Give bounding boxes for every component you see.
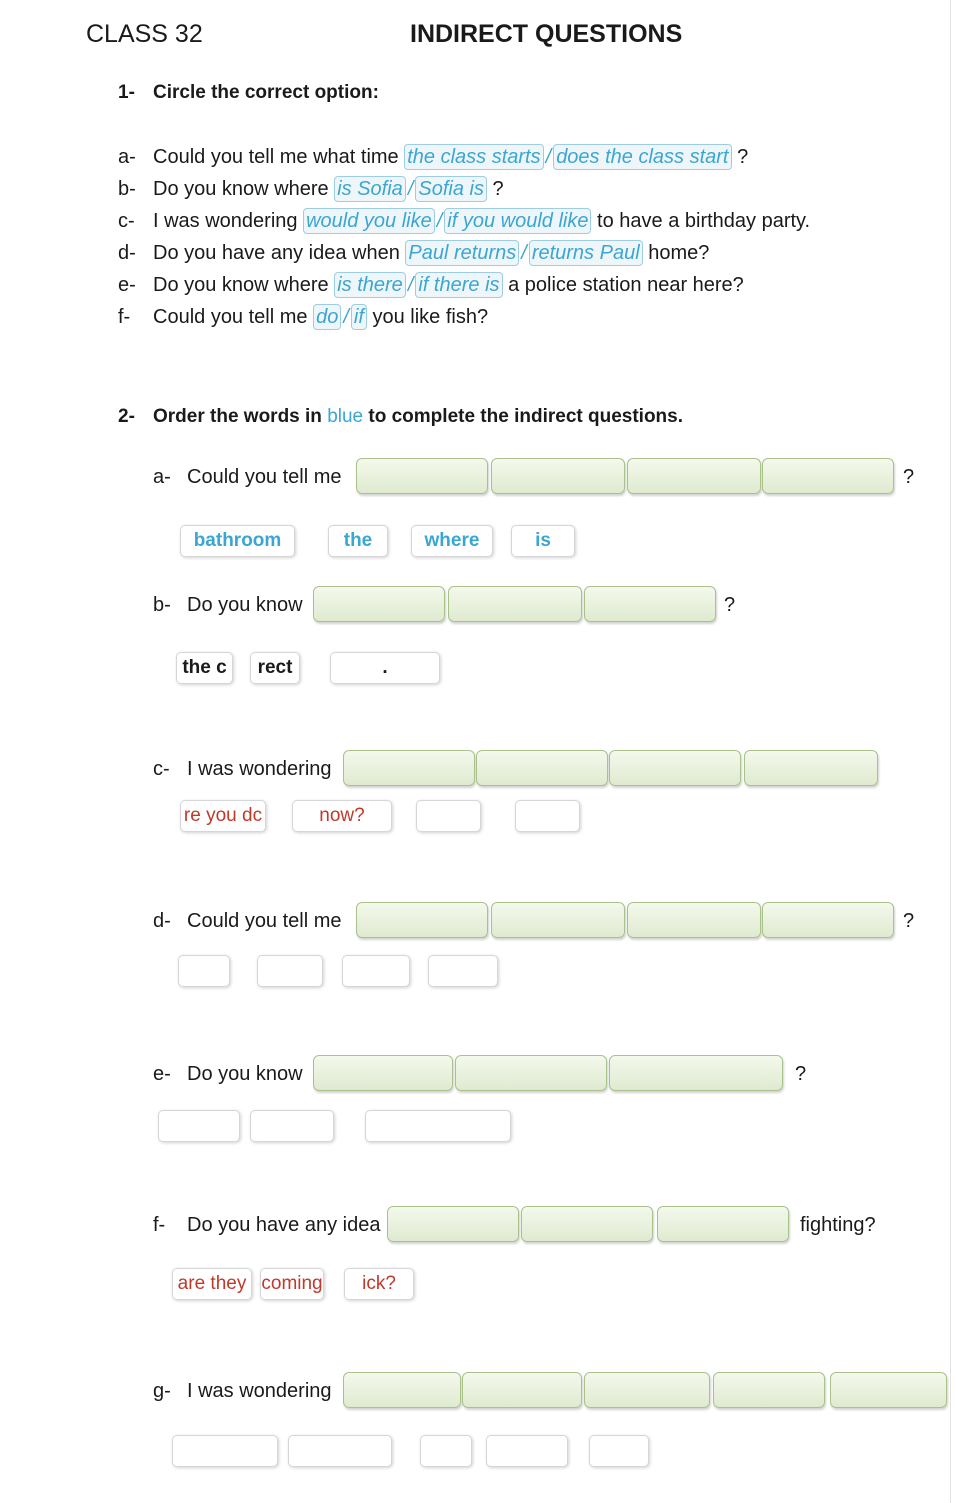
drop-slot[interactable] xyxy=(387,1206,519,1242)
drop-slot[interactable] xyxy=(657,1206,789,1242)
option-2[interactable]: returns Paul xyxy=(529,240,643,266)
word-tile[interactable]: the c xyxy=(176,652,233,684)
item-prefix: Could you tell me what time xyxy=(153,146,399,168)
item-letter: c- xyxy=(118,210,135,232)
drop-slot[interactable] xyxy=(627,902,761,938)
drop-slot[interactable] xyxy=(609,750,741,786)
item-letter: a- xyxy=(153,466,171,488)
drop-slot[interactable] xyxy=(343,1372,461,1408)
drop-slot[interactable] xyxy=(356,902,488,938)
item-prefix: Do you know where xyxy=(153,274,329,296)
section1-number: 1- xyxy=(118,82,135,103)
item-letter: c- xyxy=(153,758,170,780)
word-tile[interactable] xyxy=(172,1435,278,1467)
drop-slot[interactable] xyxy=(455,1055,607,1091)
drop-slot[interactable] xyxy=(343,750,475,786)
drop-slot[interactable] xyxy=(762,902,894,938)
item-letter: f- xyxy=(118,306,131,328)
drop-slot[interactable] xyxy=(762,458,894,494)
circle-item xyxy=(118,304,488,330)
page-title: INDIRECT QUESTIONS xyxy=(410,20,683,48)
word-tile[interactable] xyxy=(589,1435,649,1467)
option-2[interactable]: if there is xyxy=(415,272,502,298)
word-tile[interactable]: ick? xyxy=(344,1268,414,1300)
drop-slot[interactable] xyxy=(491,458,625,494)
item-letter: e- xyxy=(153,1063,171,1085)
item-ending: ? xyxy=(795,1063,807,1085)
option-2[interactable]: if you would like xyxy=(444,208,591,234)
drop-slot[interactable] xyxy=(584,586,716,622)
word-tile[interactable]: rect xyxy=(250,652,300,684)
option-separator: / xyxy=(407,178,414,200)
item-prompt: Could you tell me xyxy=(187,466,342,488)
option-separator: / xyxy=(436,210,443,232)
word-tile[interactable]: bathroom xyxy=(180,525,295,557)
item-prompt: Could you tell me xyxy=(187,910,342,932)
item-letter: g- xyxy=(153,1380,171,1402)
option-1[interactable]: would you like xyxy=(303,208,435,234)
word-tile[interactable]: . xyxy=(330,652,440,684)
item-letter: e- xyxy=(118,274,136,296)
section1-instruction: Circle the correct option: xyxy=(153,82,379,103)
option-separator: / xyxy=(521,242,527,264)
item-suffix: ? xyxy=(737,146,749,168)
option-2[interactable]: Sofia is xyxy=(415,176,487,202)
item-prompt: I was wondering xyxy=(187,1380,332,1402)
word-tile[interactable] xyxy=(178,955,230,987)
option-separator: / xyxy=(407,274,414,296)
word-tile[interactable] xyxy=(288,1435,392,1467)
word-tile[interactable]: re you dc xyxy=(180,800,266,832)
drop-slot[interactable] xyxy=(521,1206,653,1242)
option-2[interactable]: does the class start xyxy=(553,144,731,170)
item-ending: ? xyxy=(903,466,915,488)
item-prompt: Do you have any idea xyxy=(187,1214,381,1236)
drop-slot[interactable] xyxy=(830,1372,947,1408)
item-ending: ? xyxy=(724,594,736,616)
drop-slot[interactable] xyxy=(584,1372,710,1408)
instruction-blue: blue xyxy=(327,406,364,427)
item-suffix: a police station near here? xyxy=(508,274,744,296)
word-tile[interactable] xyxy=(486,1435,568,1467)
item-ending: fighting? xyxy=(800,1214,876,1236)
circle-item xyxy=(118,240,709,266)
word-tile[interactable]: where xyxy=(411,525,493,557)
word-tile[interactable]: are they xyxy=(172,1268,252,1300)
drop-slot[interactable] xyxy=(744,750,878,786)
item-letter: d- xyxy=(118,242,136,264)
word-tile[interactable] xyxy=(420,1435,472,1467)
drop-slot[interactable] xyxy=(713,1372,825,1408)
section2-number: 2- xyxy=(118,406,135,427)
drop-slot[interactable] xyxy=(448,586,582,622)
option-1[interactable]: do xyxy=(313,304,341,330)
item-letter: f- xyxy=(153,1214,166,1236)
word-tile[interactable] xyxy=(515,800,580,832)
item-prefix: Could you tell me xyxy=(153,306,308,328)
page-edge-line xyxy=(950,0,951,1503)
item-letter: b- xyxy=(118,178,136,200)
word-tile[interactable]: coming xyxy=(260,1268,324,1300)
item-prefix: Do you have any idea when xyxy=(153,242,400,264)
option-1[interactable]: is Sofia xyxy=(334,176,406,202)
section2-instruction xyxy=(153,406,683,428)
word-tile[interactable] xyxy=(342,955,410,987)
drop-slot[interactable] xyxy=(491,902,625,938)
option-separator: / xyxy=(545,146,552,168)
word-tile[interactable] xyxy=(158,1110,240,1142)
item-letter: a- xyxy=(118,146,136,168)
circle-item xyxy=(118,144,748,170)
circle-item xyxy=(118,208,810,234)
word-tile[interactable] xyxy=(428,955,498,987)
drop-slot[interactable] xyxy=(609,1055,783,1091)
option-1[interactable]: Paul returns xyxy=(405,240,519,266)
option-1[interactable]: the class starts xyxy=(404,144,543,170)
item-suffix: ? xyxy=(492,178,504,200)
item-suffix: home? xyxy=(648,242,710,264)
item-suffix: to have a birthday party. xyxy=(597,210,811,232)
option-2[interactable]: if xyxy=(351,304,367,330)
drop-slot[interactable] xyxy=(313,586,445,622)
item-prefix: I was wondering xyxy=(153,210,298,232)
drop-slot[interactable] xyxy=(627,458,761,494)
drop-slot[interactable] xyxy=(476,750,608,786)
instruction-post: to complete the indirect questions. xyxy=(368,406,684,427)
instruction-pre: Order the words in xyxy=(153,406,322,427)
word-tile[interactable] xyxy=(416,800,481,832)
item-prefix: Do you know where xyxy=(153,178,329,200)
word-tile[interactable] xyxy=(365,1110,511,1142)
circle-item xyxy=(118,272,744,298)
drop-slot[interactable] xyxy=(462,1372,582,1408)
item-prompt: I was wondering xyxy=(187,758,332,780)
drop-slot[interactable] xyxy=(356,458,488,494)
item-ending: ? xyxy=(903,910,915,932)
word-tile[interactable]: is xyxy=(511,525,575,557)
word-tile[interactable]: now? xyxy=(292,800,392,832)
word-tile[interactable] xyxy=(250,1110,334,1142)
item-prompt: Do you know xyxy=(187,594,303,616)
class-label: CLASS 32 xyxy=(86,20,203,48)
option-separator: / xyxy=(343,306,349,328)
item-letter: d- xyxy=(153,910,171,932)
circle-item xyxy=(118,176,504,202)
drop-slot[interactable] xyxy=(313,1055,453,1091)
item-prompt: Do you know xyxy=(187,1063,303,1085)
word-tile[interactable]: the xyxy=(328,525,388,557)
option-1[interactable]: is there xyxy=(334,272,406,298)
item-letter: b- xyxy=(153,594,171,616)
item-suffix: you like fish? xyxy=(372,306,489,328)
word-tile[interactable] xyxy=(257,955,323,987)
